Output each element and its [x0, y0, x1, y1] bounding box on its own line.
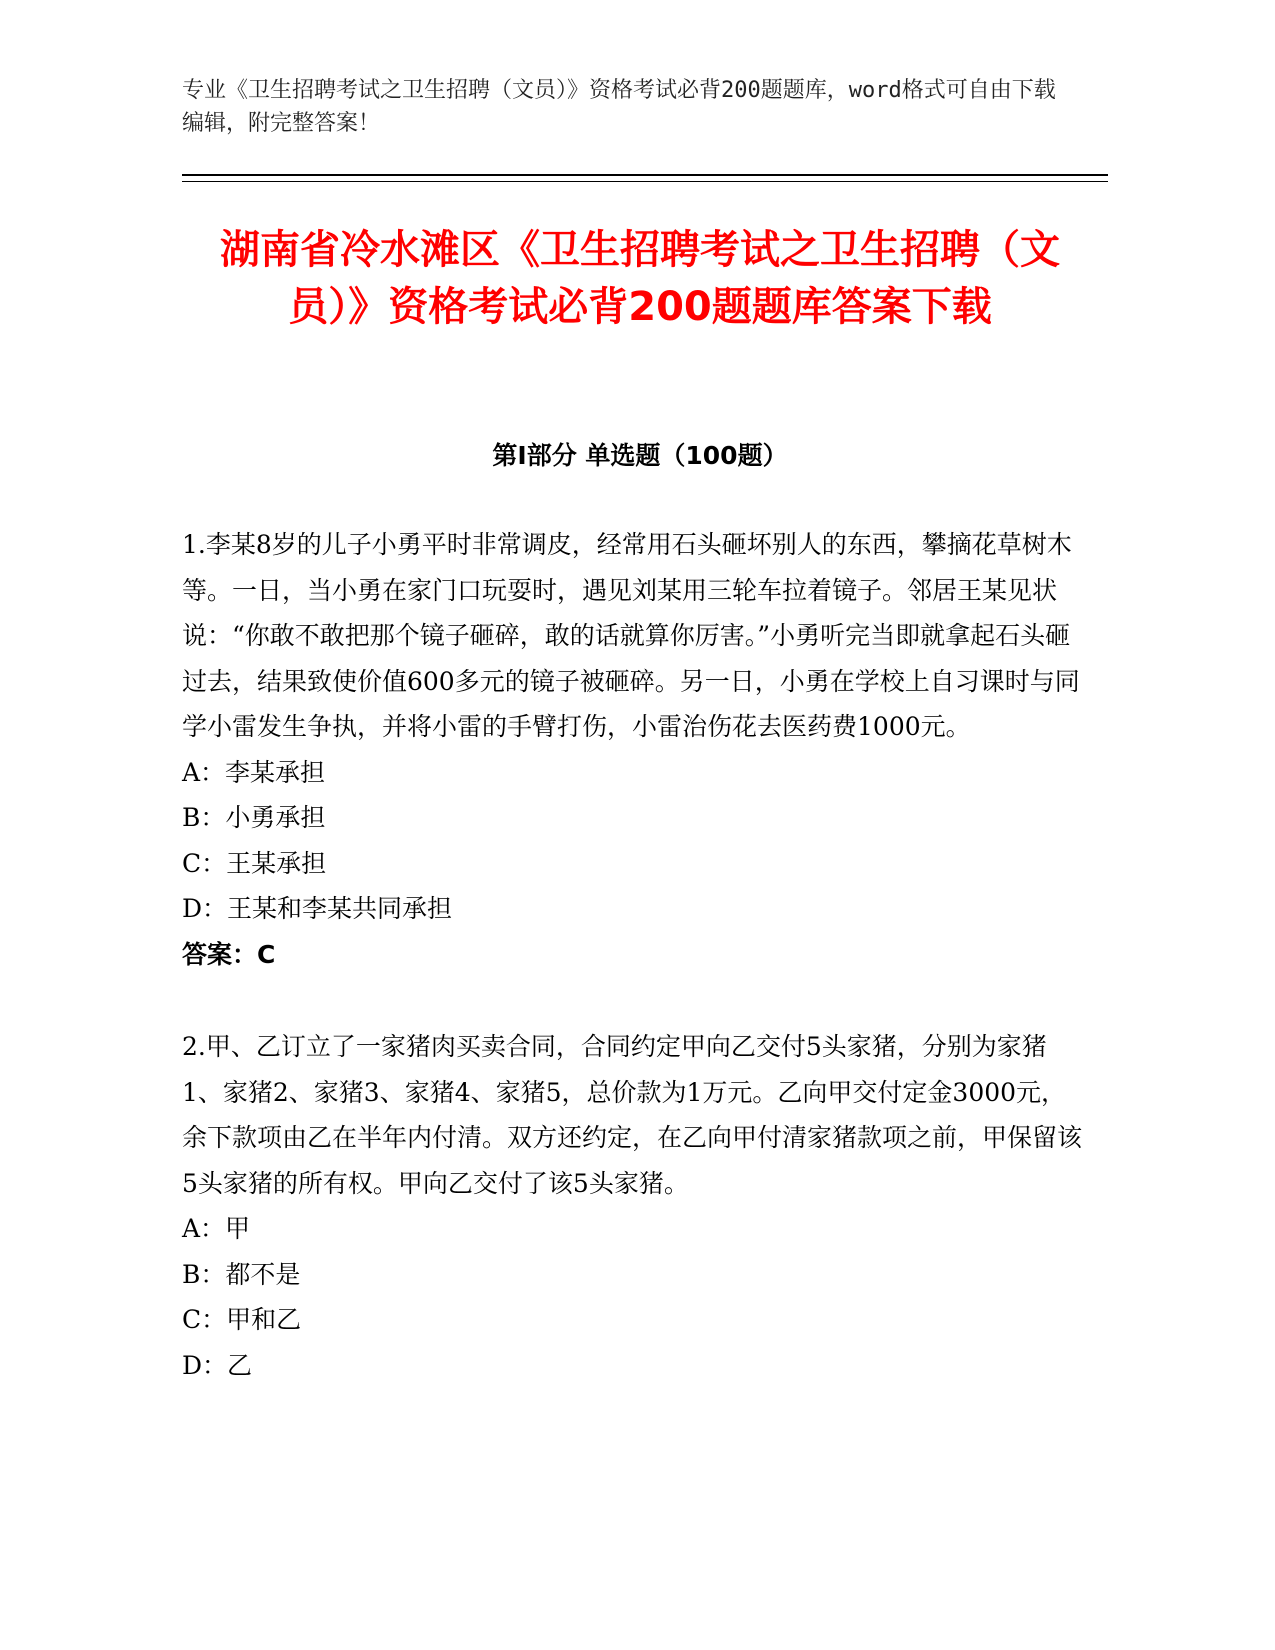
question-2-text: 2.甲、乙订立了一家猪肉买卖合同，合同约定甲向乙交付5头家猪，分别为家猪1、家猪2、家猪3、家猪4、家猪5，总价款为1万元。乙向甲交付定金3000元，余下款项由乙在半年内付清。双方还约定，在乙向甲付清家猪款项之前，甲保留该5头家猪的所有权。甲向乙交付了该5头家猪。 — [182, 1032, 1083, 1198]
question-2 — [182, 1024, 1082, 1388]
question-2-option-d: D：乙 — [182, 1350, 253, 1380]
section-heading: 第I部分 单选题（100题） — [492, 441, 788, 470]
question-1-option-c: C：王某承担 — [182, 848, 327, 878]
question-2-option-c: C：甲和乙 — [182, 1305, 302, 1334]
header-divider-thick — [182, 174, 1108, 176]
header-note: 专业《卫生招聘考试之卫生招聘（文员）》资格考试必背200题题库，word格式可自由下载编辑，附完整答案！ — [182, 78, 1056, 136]
question-2-option-b: B：都不是 — [182, 1259, 301, 1289]
question-1-answer: 答案：C — [182, 939, 276, 969]
question-1-option-a: A：李某承担 — [182, 757, 326, 787]
question-1-option-b: B：小勇承担 — [182, 803, 326, 832]
question-2-option-a: A：甲 — [182, 1214, 251, 1243]
question-1-text: 1.李某8岁的儿子小勇平时非常调皮，经常用石头砸坏别人的东西，攀摘花草树木等。一日，当小勇在家门口玩耍时，遇见刘某用三轮车拉着镜子。邻居王某见状说：“你敢不敢把那个镜子砸碎，敢的话就算你厉害。”小勇听完当即就拿起石头砸过去，结果致使价值600多元的镜子被砸碎。另一日，小勇在学校上自习课时与同学小雷发生争执，并将小雷的手臂打伤，小雷治伤花去医药费1000元。 — [182, 530, 1080, 741]
question-1 — [182, 522, 1082, 977]
question-1-option-d: D：王某和李某共同承担 — [182, 894, 453, 923]
document-title: 湖南省冷水滩区《卫生招聘考试之卫生招聘（文员）》资格考试必背200题题库答案下载 — [220, 227, 1060, 330]
header-divider-thin — [182, 181, 1108, 182]
